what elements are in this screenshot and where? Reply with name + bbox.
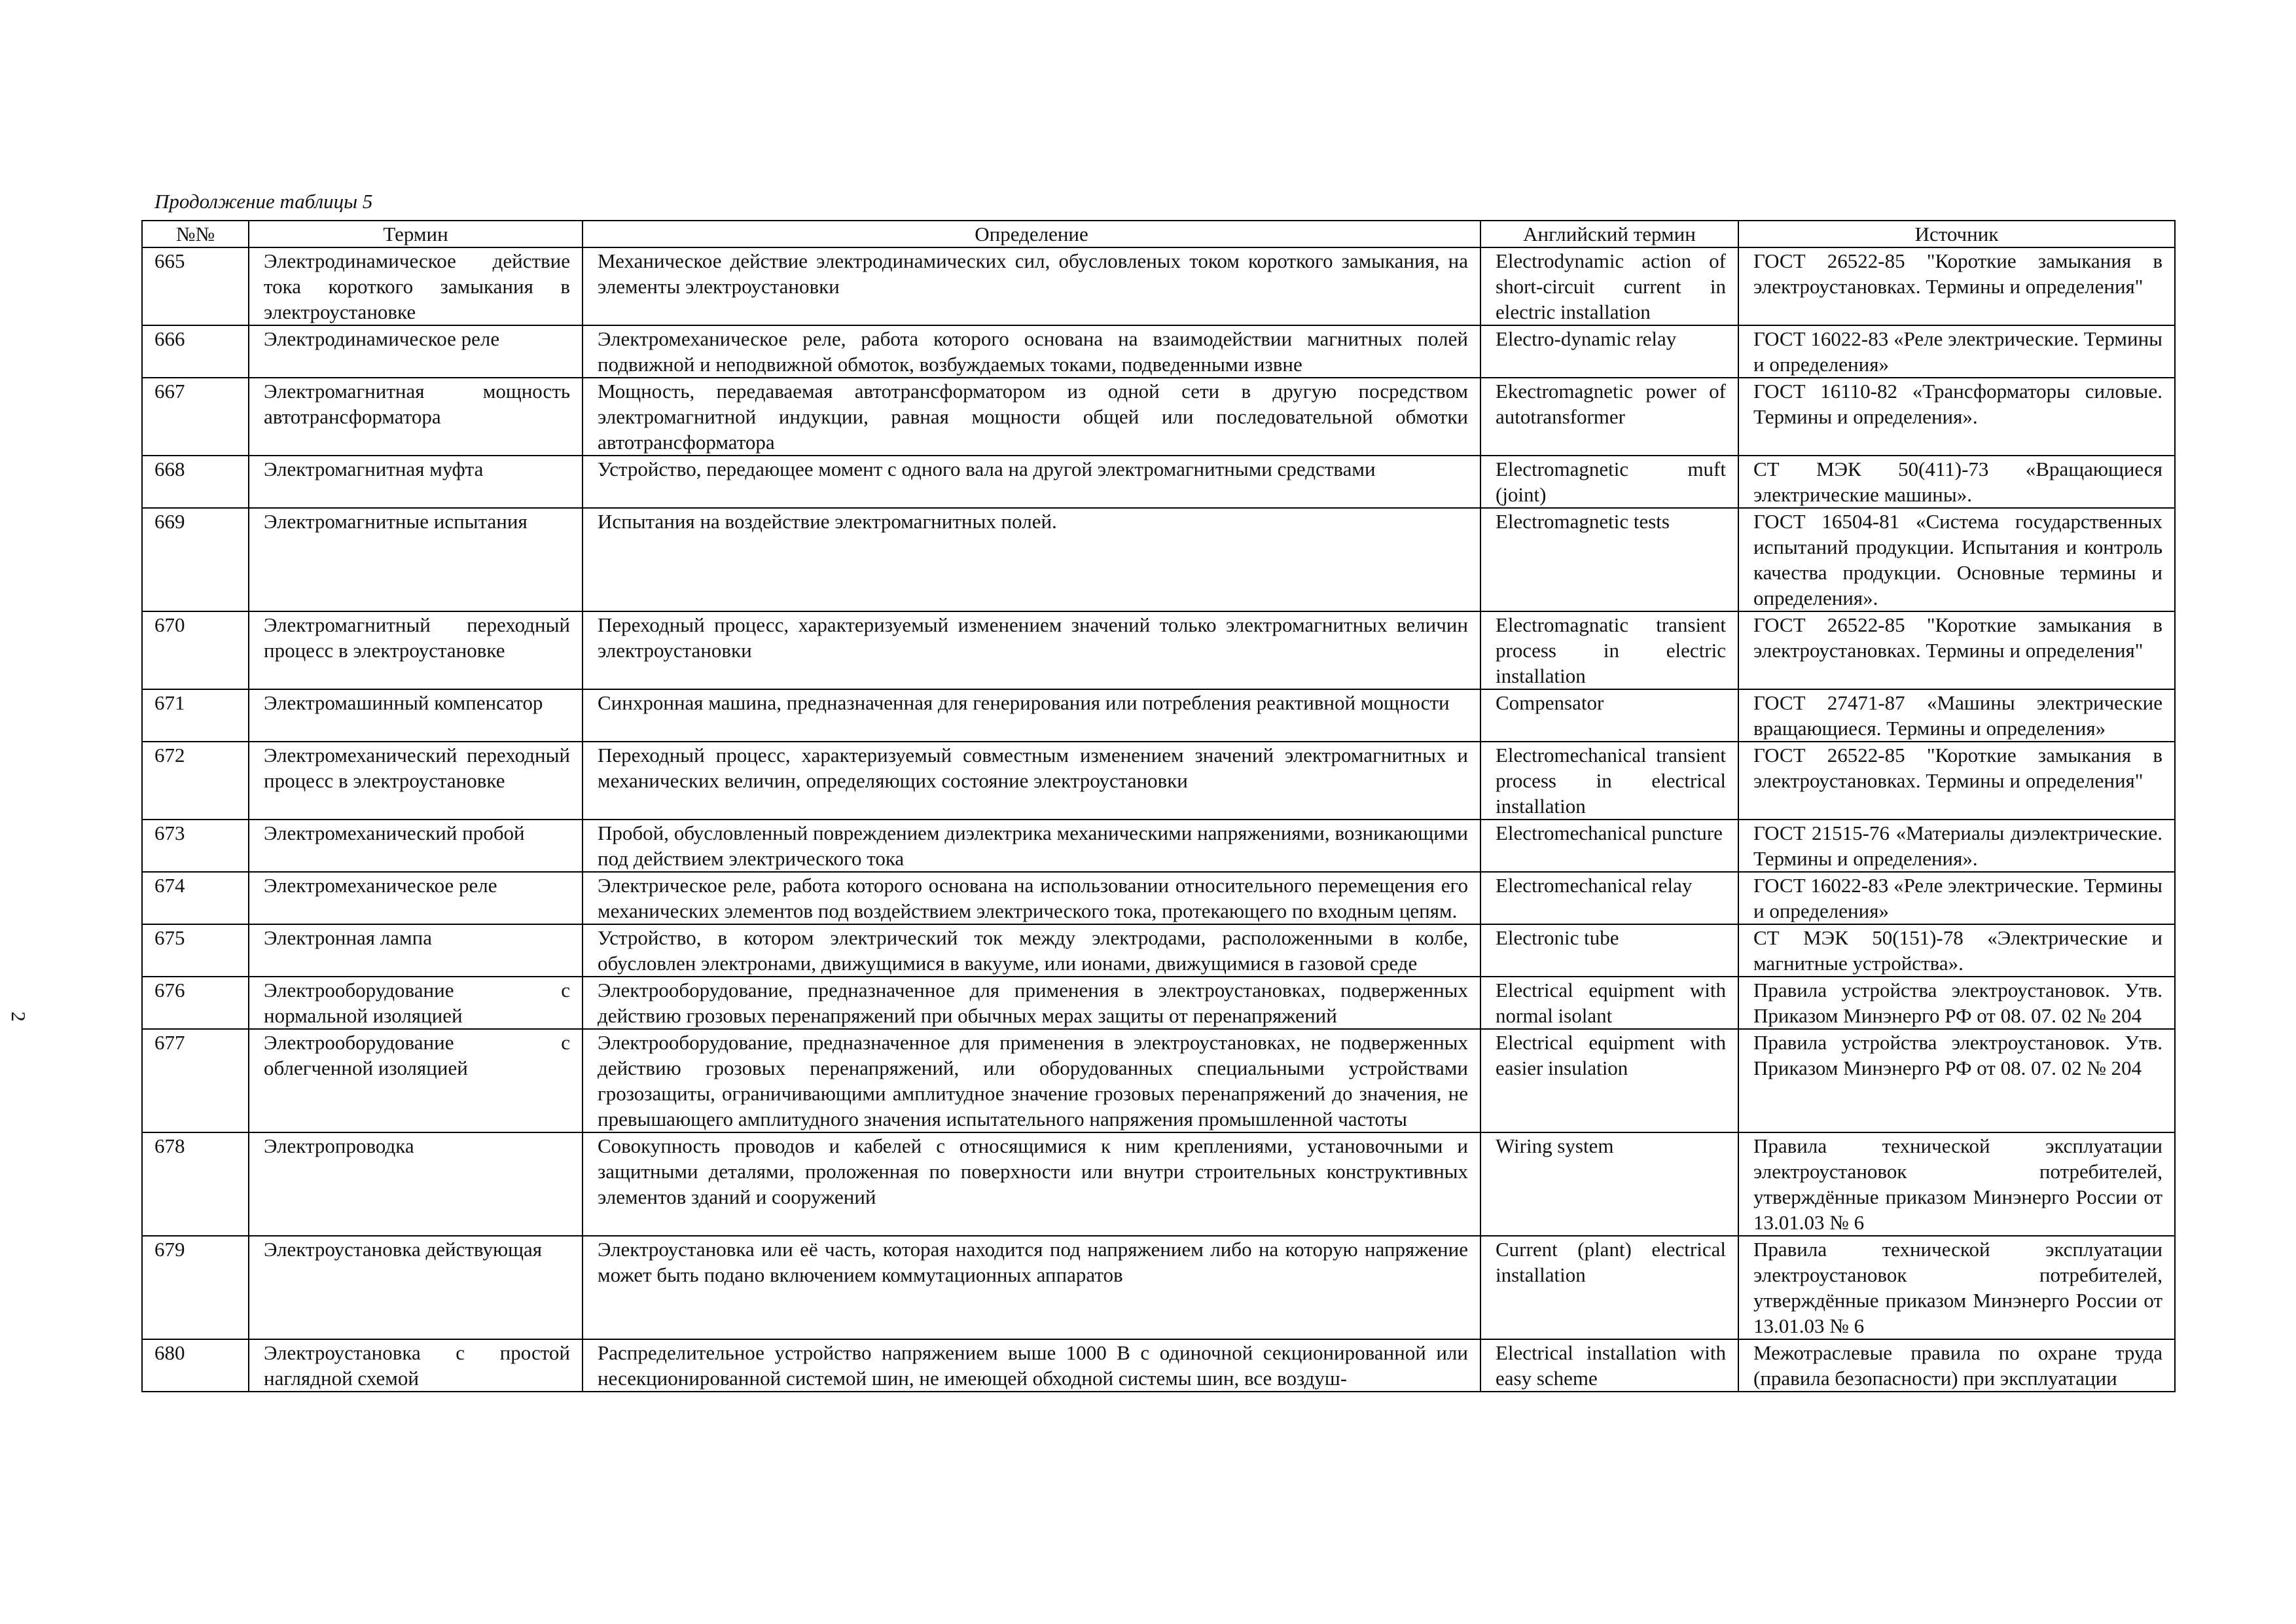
row-source: СТ МЭК 50(411)-73 «Вращающиеся электрические машины». [1738, 456, 2175, 508]
row-source: ГОСТ 26522-85 "Короткие замыкания в электроустановках. Термины и определения" [1738, 247, 2175, 325]
table-row [142, 611, 2175, 689]
row-english-term: Electrical installation with easy scheme [1480, 1339, 1738, 1392]
row-definition: Переходный процесс, характеризуемый изменением значений только электромагнитных величин электроустановки [583, 611, 1480, 689]
table-row [142, 977, 2175, 1029]
table-row [142, 820, 2175, 872]
row-source: ГОСТ 26522-85 "Короткие замыкания в электроустановках. Термины и определения" [1738, 611, 2175, 689]
table-row [142, 456, 2175, 508]
row-definition: Переходный процесс, характеризуемый совместным изменением значений электромагнитных и механических величин, определяющих состояние электроустановки [583, 742, 1480, 820]
row-number: 678 [142, 1132, 249, 1236]
header-term: Термин [249, 221, 583, 247]
row-english-term: Wiring system [1480, 1132, 1738, 1236]
row-source: Правила устройства электроустановок. Утв. Приказом Минэнерго РФ от 08. 07. 02 № 204 [1738, 1029, 2175, 1132]
row-english-term: Electronic tube [1480, 924, 1738, 977]
row-english-term: Electromechanical transient process in electrical installation [1480, 742, 1738, 820]
row-source: ГОСТ 21515-76 «Материалы диэлектрические. Термины и определения». [1738, 820, 2175, 872]
row-term: Электронная лампа [249, 924, 583, 977]
row-definition: Распределительное устройство напряжением выше 1000 В с одиночной секционированной или несекционированной системой шин, не имеющей обходной системы шин, все воздуш- [583, 1339, 1480, 1392]
row-english-term: Electro-dynamic relay [1480, 325, 1738, 378]
row-english-term: Electrical equipment with easier insulation [1480, 1029, 1738, 1132]
row-term: Электромеханический переходный процесс в электроустановке [249, 742, 583, 820]
row-term: Электромагнитные испытания [249, 508, 583, 611]
row-definition: Электрооборудование, предназначенное для применения в электроустановках, не подверженных действию грозовых перенапряжений, или оборудованных специальными устройствами грозозащиты, ограничивающими амплитудное значение грозовых перенапряжений до значения, не превышающего амплитудного значения испытательного напряжения промышленной частоты [583, 1029, 1480, 1132]
row-english-term: Electromechanical puncture [1480, 820, 1738, 872]
header-row [142, 221, 2175, 247]
table-row [142, 1339, 2175, 1392]
row-term: Электромеханическое реле [249, 872, 583, 924]
table-row [142, 1132, 2175, 1236]
row-number: 674 [142, 872, 249, 924]
table-row [142, 378, 2175, 456]
table-row [142, 924, 2175, 977]
row-term: Электрооборудование с нормальной изоляцией [249, 977, 583, 1029]
row-term: Электромашинный компенсатор [249, 689, 583, 742]
row-english-term: Compensator [1480, 689, 1738, 742]
row-english-term: Electrical equipment with normal isolant [1480, 977, 1738, 1029]
row-term: Электромагнитная муфта [249, 456, 583, 508]
row-english-term: Electromagnetic muft (joint) [1480, 456, 1738, 508]
row-term: Электродинамическое действие тока короткого замыкания в электроустановке [249, 247, 583, 325]
row-definition: Синхронная машина, предназначенная для генерирования или потребления реактивной мощности [583, 689, 1480, 742]
row-term: Электропроводка [249, 1132, 583, 1236]
row-number: 671 [142, 689, 249, 742]
row-term: Электромеханический пробой [249, 820, 583, 872]
row-source: СТ МЭК 50(151)-78 «Электрические и магнитные устройства». [1738, 924, 2175, 977]
row-term: Электроустановка действующая [249, 1236, 583, 1339]
table-row [142, 1236, 2175, 1339]
row-source: ГОСТ 16504-81 «Система государственных испытаний продукции. Испытания и контроль качества продукции. Основные термины и определения». [1738, 508, 2175, 611]
terms-table [141, 220, 2176, 1392]
row-definition: Совокупность проводов и кабелей с относящимися к ним креплениями, установочными и защитными деталями, проложенная по поверхности или внутри строительных конструктивных элементов зданий и сооружений [583, 1132, 1480, 1236]
table-row [142, 325, 2175, 378]
table-row [142, 872, 2175, 924]
header-source: Источник [1738, 221, 2175, 247]
table-row [142, 1029, 2175, 1132]
row-term: Электрооборудование с облегченной изоляцией [249, 1029, 583, 1132]
page-number: 2 [7, 1011, 30, 1022]
row-source: ГОСТ 26522-85 "Короткие замыкания в электроустановках. Термины и определения" [1738, 742, 2175, 820]
row-definition: Пробой, обусловленный повреждением диэлектрика механическими напряжениями, возникающими под действием электрического тока [583, 820, 1480, 872]
row-number: 675 [142, 924, 249, 977]
table-row [142, 689, 2175, 742]
row-english-term: Electromagnetic tests [1480, 508, 1738, 611]
row-definition: Устройство, в котором электрический ток между электродами, расположенными в колбе, обусловлен электронами, движущимися в вакууме, или ионами, движущимися в газовой среде [583, 924, 1480, 977]
row-number: 679 [142, 1236, 249, 1339]
row-english-term: Current (plant) electrical installation [1480, 1236, 1738, 1339]
row-source: ГОСТ 16110-82 «Трансформаторы силовые. Термины и определения». [1738, 378, 2175, 456]
row-english-term: Electromagnatic transient process in electric installation [1480, 611, 1738, 689]
row-term: Электромагнитная мощность автотрансформатора [249, 378, 583, 456]
row-number: 680 [142, 1339, 249, 1392]
row-source: ГОСТ 16022-83 «Реле электрические. Термины и определения» [1738, 872, 2175, 924]
table-caption: Продолжение таблицы 5 [154, 190, 373, 213]
row-definition: Электромеханическое реле, работа которого основана на взаимодействии магнитных полей подвижной и неподвижной обмоток, возбуждаемых токами, подведенными извне [583, 325, 1480, 378]
row-definition: Электроустановка или её часть, которая находится под напряжением либо на которую напряжение может быть подано включением коммутационных аппаратов [583, 1236, 1480, 1339]
row-english-term: Electrodynamic action of short-circuit current in electric installation [1480, 247, 1738, 325]
row-number: 672 [142, 742, 249, 820]
row-english-term: Electromechanical relay [1480, 872, 1738, 924]
row-number: 665 [142, 247, 249, 325]
header-definition: Определение [583, 221, 1480, 247]
row-term: Электроустановка с простой наглядной схемой [249, 1339, 583, 1392]
header-english-term: Английский термин [1480, 221, 1738, 247]
row-term: Электродинамическое реле [249, 325, 583, 378]
row-number: 676 [142, 977, 249, 1029]
row-term: Электромагнитный переходный процесс в электроустановке [249, 611, 583, 689]
row-definition: Испытания на воздействие электромагнитных полей. [583, 508, 1480, 611]
header-number: №№ [142, 221, 249, 247]
table-row [142, 247, 2175, 325]
row-source: ГОСТ 27471-87 «Машины электрические вращающиеся. Термины и определения» [1738, 689, 2175, 742]
row-source: Правила технической эксплуатации электроустановок потребителей, утверждённые приказом Минэнерго России от 13.01.03 № 6 [1738, 1132, 2175, 1236]
row-number: 667 [142, 378, 249, 456]
table-row [142, 508, 2175, 611]
row-definition: Мощность, передаваемая автотрансформатором из одной сети в другую посредством электромагнитной индукции, равная мощности общей или последовательной обмотки автотрансформатора [583, 378, 1480, 456]
row-definition: Устройство, передающее момент с одного вала на другой электромагнитными средствами [583, 456, 1480, 508]
row-source: ГОСТ 16022-83 «Реле электрические. Термины и определения» [1738, 325, 2175, 378]
row-english-term: Ekectromagnetic power of autotransformer [1480, 378, 1738, 456]
row-definition: Электрооборудование, предназначенное для применения в электроустановках, подверженных действию грозовых перенапряжений при обычных мерах защиты от перенапряжений [583, 977, 1480, 1029]
row-definition: Электрическое реле, работа которого основана на использовании относительного перемещения его механических элементов под воздействием электрического тока, протекающего по входным цепям. [583, 872, 1480, 924]
row-number: 669 [142, 508, 249, 611]
row-number: 670 [142, 611, 249, 689]
row-number: 666 [142, 325, 249, 378]
row-definition: Механическое действие электродинамических сил, обусловленых током короткого замыкания, на элементы электроустановки [583, 247, 1480, 325]
row-number: 668 [142, 456, 249, 508]
table-row [142, 742, 2175, 820]
row-source: Межотраслевые правила по охране труда (правила безопасности) при эксплуатации [1738, 1339, 2175, 1392]
row-source: Правила устройства электроустановок. Утв. Приказом Минэнерго РФ от 08. 07. 02 № 204 [1738, 977, 2175, 1029]
row-number: 673 [142, 820, 249, 872]
row-number: 677 [142, 1029, 249, 1132]
row-source: Правила технической эксплуатации электроустановок потребителей, утверждённые приказом Минэнерго России от 13.01.03 № 6 [1738, 1236, 2175, 1339]
